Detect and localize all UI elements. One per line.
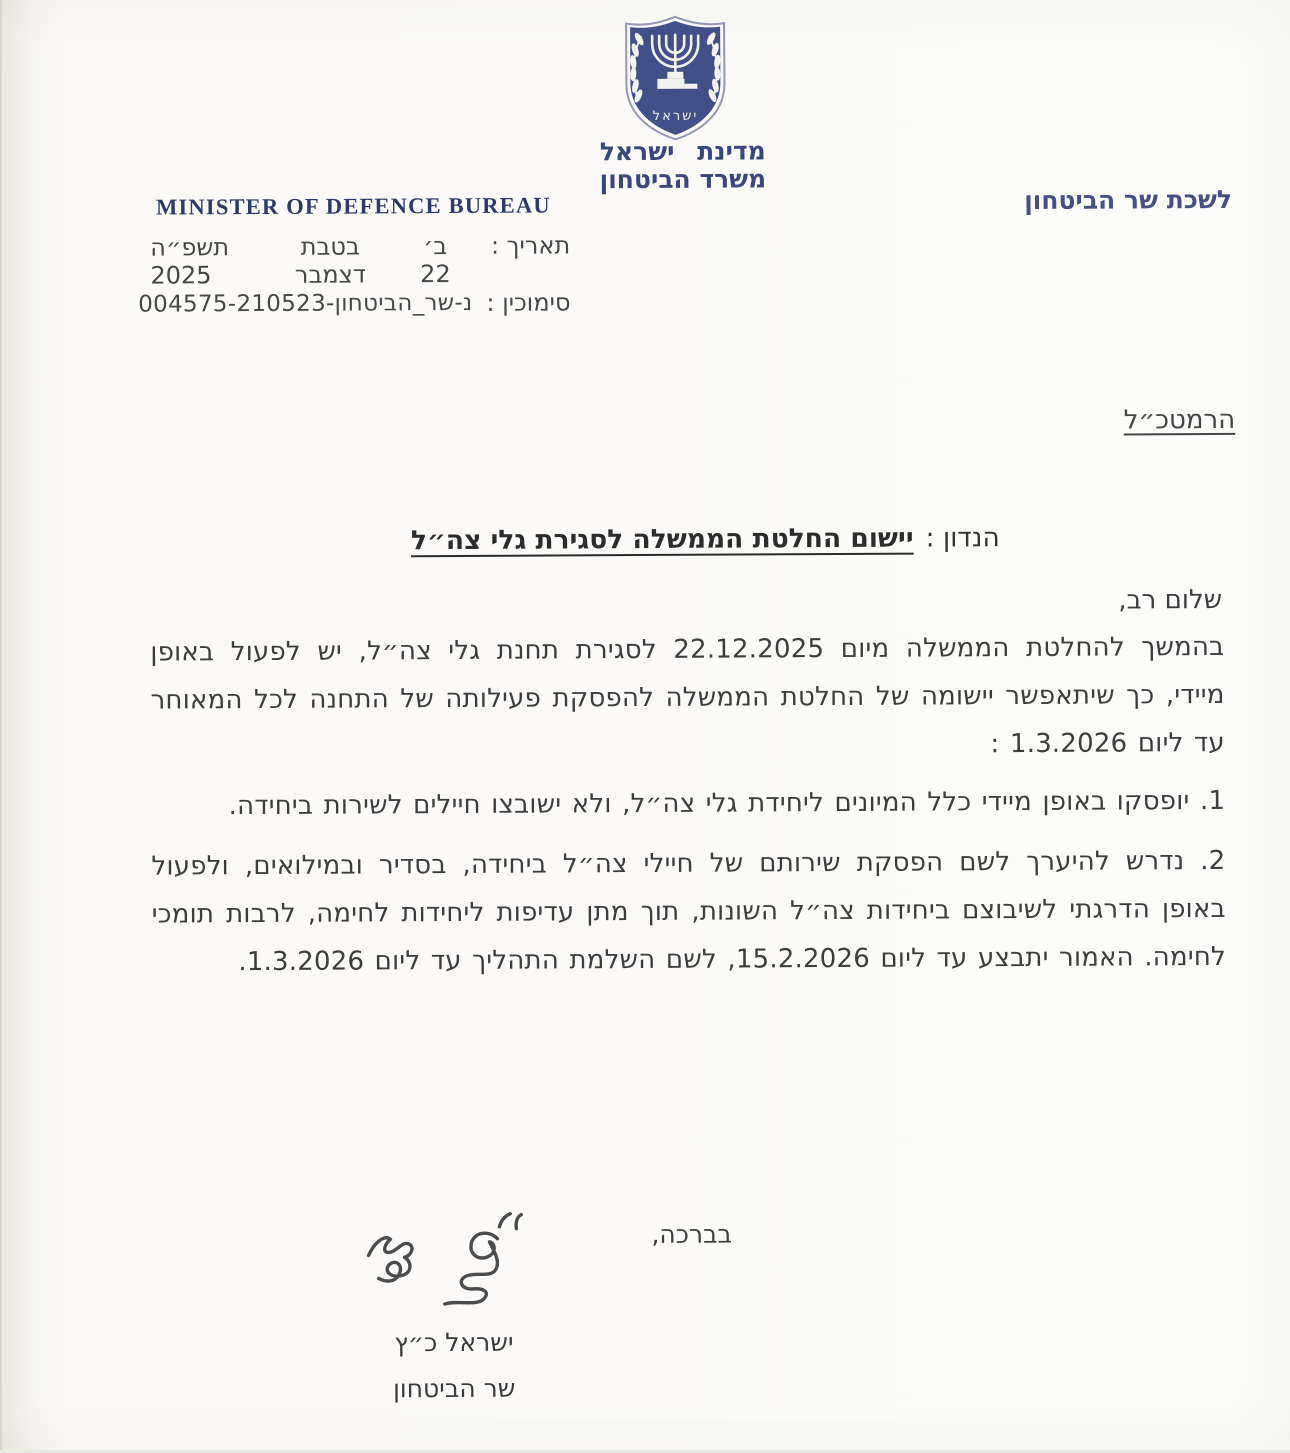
ministry-name: משרד הביטחון — [543, 165, 823, 194]
handwritten-signature-icon — [347, 1210, 560, 1326]
closing-blessing: בברכה, — [651, 1220, 732, 1249]
paragraph-item-1: 1. יופסקו באופן מיידי כלל המיונים ליחידת גלי צה״ל, ולא ישובצו חיילים לשירות ביחידה. — [151, 777, 1225, 831]
bureau-title-hebrew: לשכת שר הביטחון — [1024, 185, 1232, 215]
bureau-title-english: MINISTER OF DEFENCE BUREAU — [156, 192, 551, 220]
signer-title: שר הביטחון — [306, 1373, 602, 1404]
reference-number: נ-שר_הביטחון-004575-210523 — [138, 288, 472, 320]
subject-label: הנדון : — [926, 522, 1000, 553]
emblem-svg — [609, 9, 742, 146]
reference-row — [150, 287, 570, 319]
state-name: מדינת ישראל — [543, 137, 823, 166]
date-day: 22 — [420, 260, 451, 288]
reference-label: סימוכין : — [486, 287, 570, 317]
date-row-hebrew — [150, 231, 570, 261]
signer-name: ישראל כ״ץ — [306, 1327, 602, 1358]
greeting: שלום רב, — [1118, 585, 1222, 616]
date-year: 2025 — [150, 261, 211, 289]
emblem-label: ישראל — [653, 109, 699, 124]
date-hebrew-year: תשפ״ה — [150, 233, 229, 261]
letter-meta-block — [150, 231, 570, 319]
date-hebrew-day: ב׳ — [423, 232, 447, 260]
subject-line — [411, 522, 1000, 556]
israel-state-emblem-icon — [609, 9, 742, 150]
signature-block — [305, 1210, 602, 1404]
date-hebrew-month: בטבת — [301, 232, 360, 260]
ministry-header — [543, 137, 823, 194]
paragraph-item-2: 2. נדרש להיערך לשם הפסקת שירותם של חיילי צה״ל ביחידה, בסדיר ובמילואים, ולפעול באופן הדרגתי לשיבוצם ביחידות צה״ל השונות, תוך מתן עדיפות ליחידות לחימה, לרבות תומכי לחימה. האמור יתבצע עד ליום 15.2.2026, לשם השלמת התהליך עד ליום 1.3.2026. — [151, 837, 1226, 987]
subject-text: יישום החלטת הממשלה לסגירת גלי צה״ל — [411, 523, 914, 557]
date-row-gregorian — [150, 259, 570, 289]
paragraph-intro: בהמשך להחלטת הממשלה מיום 22.12.2025 לסגירת תחנת גלי צה״ל, יש לפעול באופן מיידי, כך שיתאפשר יישומה של החלטת הממשלה להפסקת פעילותה של התחנה לכל המאוחר עד ליום 1.3.2026 : — [150, 623, 1225, 773]
date-label: תאריך : — [491, 231, 570, 259]
date-month: דצמבר — [295, 260, 366, 288]
recipient-title: הרמטכ״ל — [1124, 405, 1236, 436]
